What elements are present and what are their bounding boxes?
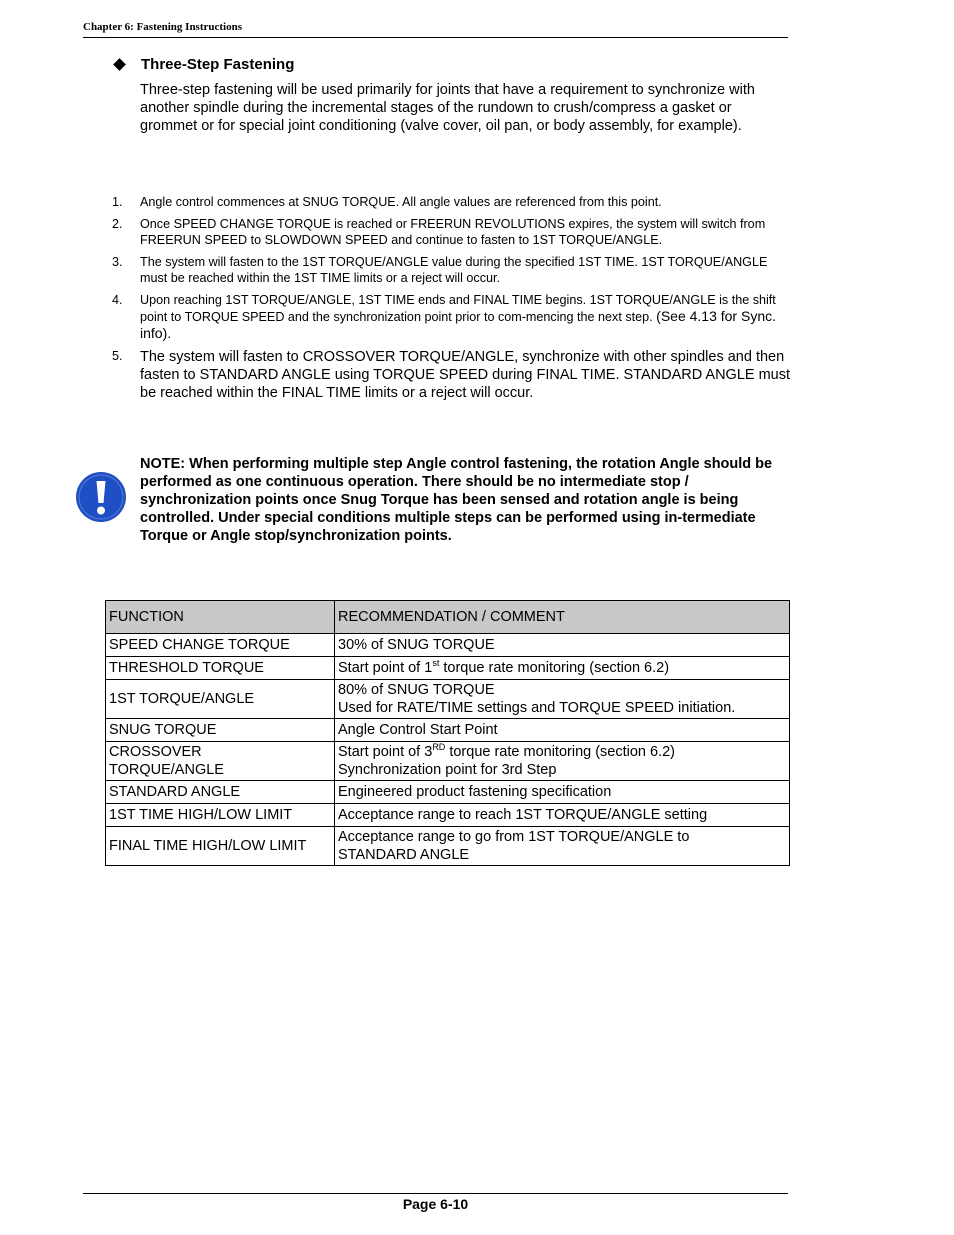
diamond-bullet-icon xyxy=(113,58,126,71)
list-item xyxy=(112,194,792,210)
step-text: The system will fasten to the 1ST TORQUE/ANGLE value during the specified 1ST TIME. 1ST TORQUE/ANGLE must be reached within the 1ST TIME limits or a reject will occur. xyxy=(140,255,768,285)
function-cell: STANDARD ANGLE xyxy=(106,781,335,804)
step-number: 2. xyxy=(112,217,123,231)
list-item xyxy=(112,292,792,342)
comment-line: 80% of SNUG TORQUE xyxy=(338,682,495,698)
chapter-header: Chapter 6: Fastening Instructions xyxy=(83,21,788,38)
three-step-section xyxy=(112,56,792,135)
comment-text: torque rate monitoring (section 6.2) xyxy=(445,744,676,760)
table-header-row xyxy=(106,601,790,634)
step-text: Once SPEED CHANGE TORQUE is reached or FREERUN REVOLUTIONS expires, the system will switch from FREERUN SPEED to SLOWDOWN SPEED and continue to fasten to 1ST TORQUE/ANGLE. xyxy=(140,217,766,247)
function-cell: THRESHOLD TORQUE xyxy=(106,657,335,680)
function-cell: 1ST TIME HIGH/LOW LIMIT xyxy=(106,804,335,827)
comment-cell: Acceptance range to reach 1ST TORQUE/ANGLE setting xyxy=(335,804,790,827)
step-number: 4. xyxy=(112,293,123,307)
function-cell xyxy=(106,742,335,781)
note-box xyxy=(75,455,790,545)
comment-cell: Angle Control Start Point xyxy=(335,719,790,742)
table-row xyxy=(106,781,790,804)
comment-line: STANDARD ANGLE xyxy=(338,847,470,863)
table-row xyxy=(106,742,790,781)
column-header-comment: RECOMMENDATION / COMMENT xyxy=(335,601,790,634)
steps-list xyxy=(112,194,792,408)
comment-line: Acceptance range to go from 1ST TORQUE/ANGLE to xyxy=(338,829,690,845)
step-text xyxy=(140,292,792,342)
step-number: 5. xyxy=(112,349,123,363)
table-row xyxy=(106,680,790,719)
comment-text: torque rate monitoring (section 6.2) xyxy=(439,660,670,676)
ordinal-suffix: st xyxy=(432,658,440,669)
table-row xyxy=(106,827,790,866)
comment-cell: Engineered product fastening specification xyxy=(335,781,790,804)
table-row xyxy=(106,804,790,827)
sync-reference: (See 4.13 for Sync. info). xyxy=(140,308,776,341)
comment-text: Start point of 1 xyxy=(338,660,433,676)
section-title: Three-Step Fastening xyxy=(141,56,295,73)
step-body: Upon reaching 1ST TORQUE/ANGLE, 1ST TIME ends and FINAL TIME begins. 1ST TORQUE/ANGLE is the shift point to TORQUE SPEED and the synchronization point prior to com-mencing the next step. xyxy=(140,293,776,324)
comment-line: Synchronization point for 3rd Step xyxy=(338,762,557,778)
section-intro: Three-step fastening will be used primarily for joints that have a requirement to synchronize with another spindle during the incremental stages of the rundown to crush/compress a gasket or grommet or for special joint conditioning (valve cover, oil pan, or body assembly, for example). xyxy=(140,82,755,134)
step-text: Angle control commences at SNUG TORQUE. All angle values are referenced from this point. xyxy=(140,195,662,209)
comment-cell xyxy=(335,680,790,719)
exclamation-icon xyxy=(75,471,127,523)
step-text: The system will fasten to CROSSOVER TORQUE/ANGLE, synchronize with other spindles and then fasten to STANDARD ANGLE using TORQUE SPEED during FINAL TIME. STANDARD ANGLE must be reached within the FINAL TIME limits or a reject will occur. xyxy=(140,349,791,401)
comment-cell xyxy=(335,827,790,866)
comment-cell xyxy=(335,657,790,680)
comment-cell: 30% of SNUG TORQUE xyxy=(335,634,790,657)
function-cell: SPEED CHANGE TORQUE xyxy=(106,634,335,657)
function-table xyxy=(105,600,790,866)
function-line: TORQUE/ANGLE xyxy=(109,762,224,778)
table-row xyxy=(106,657,790,680)
comment-line: Used for RATE/TIME settings and TORQUE SPEED initiation. xyxy=(338,700,736,716)
column-header-function: FUNCTION xyxy=(106,601,335,634)
ordinal-suffix: RD xyxy=(432,742,446,753)
step-number: 1. xyxy=(112,195,123,209)
comment-line xyxy=(338,743,786,761)
function-line: CROSSOVER xyxy=(109,744,202,760)
page-number: Page 6-10 xyxy=(83,1193,788,1212)
function-cell: 1ST TORQUE/ANGLE xyxy=(106,680,335,719)
comment-cell xyxy=(335,742,790,781)
table-row xyxy=(106,719,790,742)
list-item xyxy=(112,348,792,402)
note-text: NOTE: When performing multiple step Angle control fastening, the rotation Angle should be performed as one continuous operation. There should be no intermediate stop / synchronization points once Snug Torque has been sensed and rotation angle is being controlled. Under special conditions multiple steps can be performed using in-termediate Torque or Angle stop/synchronization points. xyxy=(140,456,773,544)
function-cell: SNUG TORQUE xyxy=(106,719,335,742)
list-item xyxy=(112,216,792,248)
table-row xyxy=(106,634,790,657)
function-cell: FINAL TIME HIGH/LOW LIMIT xyxy=(106,827,335,866)
section-heading xyxy=(112,56,792,73)
step-number: 3. xyxy=(112,255,123,269)
list-item xyxy=(112,254,792,286)
comment-text: Start point of 3 xyxy=(338,744,433,760)
